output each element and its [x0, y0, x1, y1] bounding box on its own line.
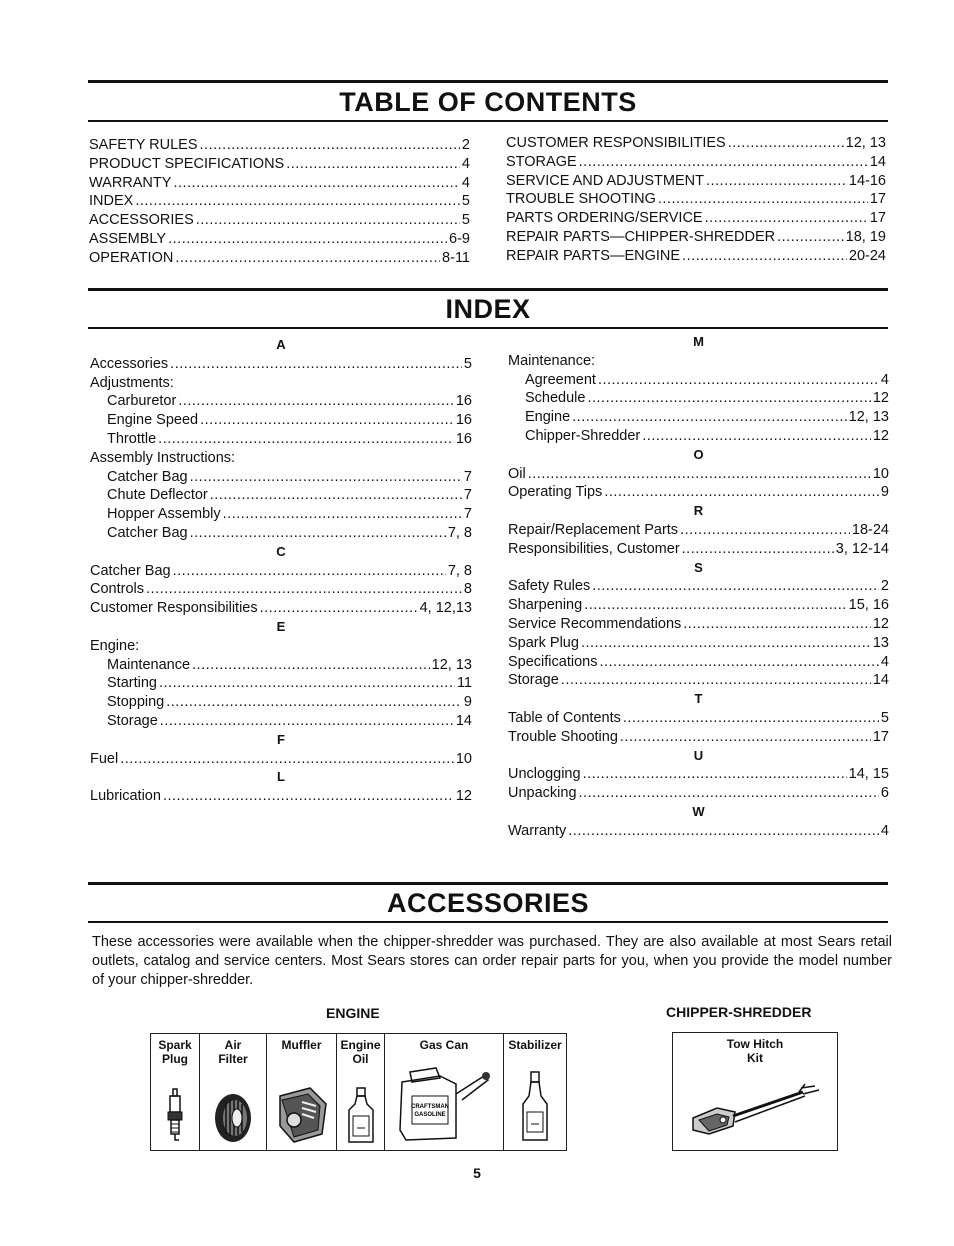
entry-label: Specifications: [508, 653, 598, 670]
index-letter-heading: L: [277, 769, 285, 785]
dot-leader: [579, 153, 868, 172]
leader-row: [90, 562, 472, 581]
dot-leader: [168, 230, 447, 249]
entry-label: CUSTOMER RESPONSIBILITIES: [506, 135, 726, 151]
entry-label: INDEX: [89, 193, 134, 210]
leader-row: [89, 136, 470, 155]
index-group-heading: Adjustments:: [90, 374, 174, 391]
leader-row: [508, 596, 889, 615]
dot-leader: [163, 787, 454, 806]
leader-row: [90, 712, 472, 731]
leader-row: [90, 392, 472, 411]
entry-label: Lubrication: [90, 788, 161, 805]
entry-page: 5: [463, 355, 472, 372]
dot-leader: [200, 411, 454, 430]
entry-label: Storage: [107, 712, 158, 729]
entry-page: 9: [880, 484, 889, 501]
entry-label: Responsibilities, Customer: [508, 540, 680, 557]
engine-accessories-table: [150, 1033, 567, 1151]
entry-label: STORAGE: [506, 153, 577, 170]
leader-row: [508, 671, 889, 690]
dot-leader: [170, 355, 462, 374]
index-letter-heading: M: [693, 334, 704, 349]
index-letter-heading: O: [693, 446, 704, 462]
entry-label: SERVICE AND ADJUSTMENT: [506, 172, 704, 189]
entry-label: Spark Plug: [508, 634, 579, 651]
index-top-rule: [88, 288, 888, 291]
dot-leader: [598, 371, 879, 390]
index-group-heading: Engine:: [90, 637, 140, 654]
entry-page: 7: [463, 468, 472, 485]
dot-leader: [587, 389, 870, 408]
leader-row: [506, 209, 886, 228]
entry-page: 4, 12,13: [419, 600, 472, 617]
leader-row: [90, 411, 472, 430]
entry-page: 4: [880, 371, 889, 388]
index-letter-heading: S: [694, 559, 703, 575]
entry-page: 2: [461, 137, 470, 153]
entry-label: Safety Rules: [508, 578, 591, 595]
dot-leader: [173, 562, 446, 581]
entry-label: PARTS ORDERING/SERVICE: [506, 210, 703, 227]
dot-leader: [190, 468, 462, 487]
entry-page: 18, 19: [845, 228, 886, 245]
leader-row: [89, 174, 470, 193]
toc-top-rule: [88, 80, 888, 83]
leader-row: [90, 656, 472, 675]
dot-leader: [135, 192, 460, 211]
dot-leader: [706, 172, 847, 191]
entry-page: 12: [872, 615, 889, 632]
gas-can-brand-text: CRAFTSMAN: [411, 1104, 449, 1110]
dot-leader: [599, 653, 878, 672]
entry-label: Service Recommendations: [508, 615, 682, 632]
entry-label: Customer Responsibilities: [90, 600, 258, 617]
leader-row: [508, 389, 889, 408]
dot-leader: [192, 656, 430, 675]
entry-label: Table of Contents: [508, 709, 621, 726]
leader-row: [508, 765, 889, 784]
dot-leader: [120, 750, 454, 769]
dot-leader: [604, 483, 879, 502]
entry-label: PRODUCT SPECIFICATIONS: [89, 155, 285, 172]
leader-row: [506, 153, 886, 172]
accessories-bottom-rule: [88, 921, 888, 923]
index-group-heading: Assembly Instructions:: [90, 449, 236, 466]
chipper-shredder-heading: CHIPPER-SHREDDER: [666, 1004, 812, 1020]
gas-can-icon: [392, 1064, 496, 1144]
accessory-muffler: Muffler: [267, 1034, 337, 1151]
entry-label: SAFETY RULES: [89, 137, 198, 153]
leader-row: [508, 540, 889, 559]
entry-label: Starting: [107, 675, 157, 692]
leader-row: [89, 211, 470, 230]
entry-page: 7: [463, 487, 472, 504]
dot-leader: [680, 521, 850, 540]
accessory-gas-can: Gas Can CRAFTSMAN GASOLINE: [385, 1034, 504, 1151]
entry-page: 17: [869, 210, 886, 227]
dot-leader: [260, 599, 418, 618]
entry-page: 8-11: [442, 249, 470, 266]
dot-leader: [568, 822, 879, 841]
dot-leader: [160, 712, 454, 731]
index-title: INDEX: [445, 294, 531, 324]
entry-page: 18-24: [851, 521, 889, 538]
entry-label: Chipper-Shredder: [525, 427, 641, 444]
entry-page: 12: [872, 390, 889, 407]
entry-label: Hopper Assembly: [107, 506, 221, 523]
accessory-engine-oil: Engine Oil: [337, 1034, 385, 1151]
entry-label: ASSEMBLY: [89, 230, 167, 247]
entry-page: 5: [461, 212, 470, 229]
engine-heading: ENGINE: [326, 1005, 380, 1021]
dot-leader: [158, 430, 454, 449]
entry-label: Warranty: [508, 822, 567, 839]
gas-can-type-text: GASOLINE: [414, 1112, 446, 1118]
dot-leader: [777, 228, 844, 247]
leader-row: [90, 505, 472, 524]
entry-label: TROUBLE SHOOTING: [506, 191, 656, 208]
index-letter-heading: W: [692, 803, 705, 819]
leader-row: [508, 634, 889, 653]
entry-page: 4: [880, 822, 889, 839]
leader-row: [506, 247, 886, 266]
air-filter-icon: [210, 1092, 256, 1144]
leader-row: [508, 822, 889, 841]
leader-row: [508, 371, 889, 390]
entry-page: 8: [463, 581, 472, 598]
leader-row: [508, 408, 889, 427]
entry-label: WARRANTY: [89, 174, 172, 191]
accessory-spark-plug: Spark Plug: [151, 1034, 200, 1151]
dot-leader: [584, 596, 847, 615]
leader-row: [90, 468, 472, 487]
entry-page: 12, 13: [431, 656, 472, 673]
leader-row: [90, 524, 472, 543]
oil-bottle-icon: [345, 1086, 377, 1144]
entry-page: 17: [869, 191, 886, 208]
leader-row: [90, 750, 472, 769]
entry-page: 4: [880, 653, 889, 670]
entry-label: Fuel: [90, 750, 119, 767]
stabilizer-bottle-icon: [519, 1070, 551, 1144]
leader-row: [508, 427, 889, 446]
entry-page: 20-24: [848, 247, 886, 264]
leader-row: [90, 674, 472, 693]
toc-right-column: [506, 134, 886, 266]
entry-page: 6-9: [449, 230, 470, 247]
entry-label: Accessories: [90, 355, 169, 372]
dot-leader: [200, 136, 460, 155]
accessories-intro: These accessories were available when the chipper-shredder was purchased. They are also available at most Sears retail outlets, catalog and service centers. Most Sears stores can order repair parts for you, when you provide the model number of your chipper-shredder.: [92, 934, 892, 988]
accessories-title: ACCESSORIES: [386, 888, 590, 918]
entry-page: 14: [869, 153, 886, 170]
entry-label: REPAIR PARTS—ENGINE: [506, 247, 681, 264]
entry-page: 9: [463, 694, 472, 711]
leader-row: [90, 693, 472, 712]
entry-page: 12, 13: [848, 409, 889, 426]
accessory-tow-hitch-kit: Tow Hitch Kit: [673, 1033, 838, 1151]
entry-page: 7, 8: [447, 562, 472, 579]
entry-label: Unpacking: [508, 785, 577, 802]
entry-page: 14: [455, 712, 472, 729]
dot-leader: [175, 249, 440, 268]
entry-label: Operating Tips: [508, 484, 603, 501]
entry-page: 7, 8: [447, 524, 472, 541]
entry-label: Engine Speed: [107, 412, 199, 429]
leader-row: [90, 355, 472, 374]
entry-page: 16: [455, 412, 472, 429]
entry-page: 12: [455, 788, 472, 805]
muffler-icon: [272, 1082, 332, 1144]
entry-label: Repair/Replacement Parts: [508, 521, 679, 538]
dot-leader: [159, 674, 455, 693]
dot-leader: [528, 465, 871, 484]
dot-leader: [583, 765, 847, 784]
toc-left-column: [89, 136, 470, 268]
entry-label: OPERATION: [89, 249, 174, 266]
leader-row: [89, 155, 470, 174]
index-letter-heading: F: [277, 731, 285, 747]
entry-label: Throttle: [107, 430, 157, 447]
leader-row: [506, 172, 886, 191]
leader-row: [508, 653, 889, 672]
dot-leader: [190, 524, 446, 543]
dot-leader: [146, 580, 462, 599]
accessory-stabilizer: Stabilizer: [504, 1034, 567, 1151]
page-number: 5: [473, 1165, 481, 1181]
index-letter-heading: C: [276, 543, 286, 559]
entry-page: 14: [872, 672, 889, 689]
chipper-shredder-accessories-table: [672, 1032, 838, 1151]
entry-label: REPAIR PARTS—CHIPPER-SHREDDER: [506, 228, 776, 245]
entry-label: Maintenance: [107, 656, 191, 673]
dot-leader: [642, 427, 871, 446]
toc-bottom-rule: [88, 120, 888, 122]
leader-row: [89, 192, 470, 211]
entry-page: 17: [872, 728, 889, 745]
entry-page: 10: [872, 465, 889, 482]
index-letter-heading: E: [276, 618, 286, 634]
leader-row: [90, 787, 472, 806]
index-group-heading: Maintenance:: [508, 352, 596, 369]
entry-page: 11: [456, 675, 472, 692]
dot-leader: [682, 247, 847, 266]
index-right-column: [508, 333, 889, 841]
entry-page: 12: [872, 427, 889, 444]
entry-page: 13: [872, 634, 889, 651]
dot-leader: [623, 709, 879, 728]
dot-leader: [173, 174, 459, 193]
entry-label: Catcher Bag: [90, 562, 171, 579]
entry-label: Stopping: [107, 694, 165, 711]
tow-hitch-icon: [685, 1080, 825, 1140]
entry-page: 6: [880, 785, 889, 802]
entry-page: 16: [455, 430, 472, 447]
leader-row: [508, 465, 889, 484]
dot-leader: [658, 190, 868, 209]
entry-label: Chute Deflector: [107, 487, 208, 504]
entry-label: Catcher Bag: [107, 468, 188, 485]
entry-label: Catcher Bag: [107, 524, 188, 541]
entry-page: 7: [463, 506, 472, 523]
leader-row: [508, 709, 889, 728]
dot-leader: [592, 577, 879, 596]
entry-page: 5: [880, 709, 889, 726]
entry-label: Oil: [508, 465, 526, 482]
entry-label: Agreement: [525, 371, 596, 388]
dot-leader: [620, 728, 871, 747]
accessories-top-rule: [88, 882, 888, 885]
index-letter-heading: U: [693, 747, 704, 763]
entry-page: 4: [461, 174, 470, 191]
toc-title: TABLE OF CONTENTS: [339, 87, 637, 117]
dot-leader: [705, 209, 868, 228]
leader-row: [90, 580, 472, 599]
leader-row: [508, 577, 889, 596]
dot-leader: [579, 784, 879, 803]
dot-leader: [286, 155, 460, 174]
leader-row: [89, 249, 470, 268]
entry-label: Controls: [90, 581, 144, 598]
leader-row: [508, 728, 889, 747]
dot-leader: [682, 540, 834, 559]
leader-row: [508, 784, 889, 803]
entry-label: Carburetor: [107, 393, 177, 410]
leader-row: [90, 486, 472, 505]
leader-row: [90, 430, 472, 449]
index-letter-heading: A: [276, 337, 286, 352]
entry-label: Sharpening: [508, 597, 583, 614]
dot-leader: [728, 134, 844, 153]
entry-page: 12, 13: [845, 135, 886, 151]
entry-page: 15, 16: [848, 597, 889, 614]
dot-leader: [223, 505, 462, 524]
entry-page: 16: [455, 393, 472, 410]
index-letter-heading: R: [693, 503, 704, 519]
entry-page: 2: [880, 578, 889, 595]
entry-label: Unclogging: [508, 766, 581, 783]
index-bottom-rule: [88, 327, 888, 329]
leader-row: [90, 599, 472, 618]
spark-plug-icon: [164, 1088, 186, 1144]
dot-leader: [196, 211, 460, 230]
leader-row: [508, 615, 889, 634]
index-left-column: [90, 336, 472, 806]
dot-leader: [561, 671, 871, 690]
entry-page: 14, 15: [848, 766, 889, 783]
index-letter-heading: T: [694, 691, 703, 707]
entry-label: Trouble Shooting: [508, 728, 618, 745]
leader-row: [506, 190, 886, 209]
leader-row: [89, 230, 470, 249]
dot-leader: [210, 486, 462, 505]
entry-page: 14-16: [848, 172, 886, 189]
dot-leader: [572, 408, 847, 427]
dot-leader: [166, 693, 462, 712]
entry-page: 5: [461, 193, 470, 210]
leader-row: [506, 228, 886, 247]
dot-leader: [581, 634, 871, 653]
entry-label: Schedule: [525, 390, 586, 407]
entry-page: 4: [461, 155, 470, 172]
entry-label: Storage: [508, 672, 559, 689]
entry-label: ACCESSORIES: [89, 212, 194, 229]
leader-row: [506, 134, 886, 153]
dot-leader: [683, 615, 871, 634]
entry-page: 3, 12-14: [835, 540, 889, 557]
leader-row: [508, 521, 889, 540]
entry-label: Engine: [525, 409, 571, 426]
leader-row: [508, 483, 889, 502]
dot-leader: [178, 392, 454, 411]
accessory-air-filter: Air Filter: [200, 1034, 267, 1151]
entry-page: 10: [455, 750, 472, 767]
